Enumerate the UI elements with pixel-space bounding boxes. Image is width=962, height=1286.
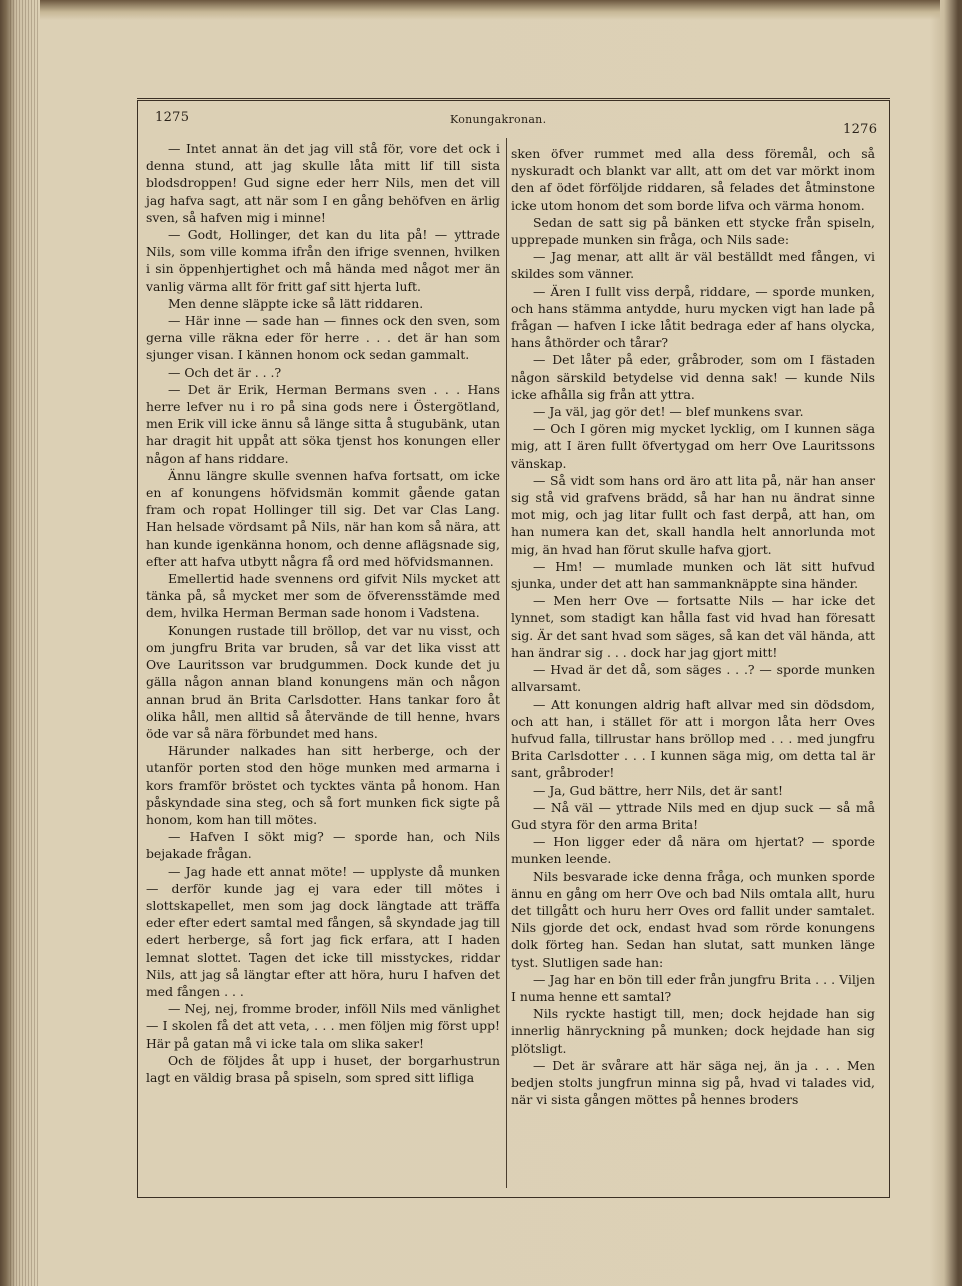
- paragraph: — Godt, Hollinger, det kan du lita på! — yttrade Nils, som ville komma ifrån den ifrige svennen, hvilken i sin öppenhjertighet och må hända med något mer än vanlig värma allt för fritt gaf sitt hjerta luft.: [146, 227, 500, 294]
- header-rule: [137, 98, 890, 99]
- paragraph: Konungen rustade till bröllop, det var nu visst, och om jungfru Brita var bruden, så var det lika visst att Ove Lauritsson var brudgummen. Dock kunde det ju gälla någon annan bland konungens män och någon annan brud än Brita Carlsdotter. Hans tankar foro åt olika håll, men alltid så återvände de till henne, hvars öde var så nära förbundet med hans.: [146, 622, 500, 741]
- paragraph: — Ären I fullt viss derpå, riddare, — sporde munken, och hans stämma antydde, huru mycken vigt han lade på frågan — hafven I icke låtit bedraga eder af hans olycka, hans åthörder och tårar?: [511, 283, 875, 351]
- paragraph: — Jag har en bön till eder från jungfru Brita . . . Viljen I numa henne ett samtal?: [511, 971, 875, 1004]
- running-title: Konungakronan.: [450, 113, 547, 126]
- paragraph: — Men herr Ove — fortsatte Nils — har icke det lynnet, som stadigt kan hålla fast vid hvad han föresatt sig. Är det sant hvad som säges, så kan det väl hända, att han ändrar sig . . . dock har jag gjort mitt!: [511, 593, 875, 660]
- paragraph: — Hm! — mumlade munken och lät sitt hufvud sjunka, under det att han sammanknäppte sina händer.: [511, 558, 875, 592]
- paragraph: Nils besvarade icke denna fråga, och munken sporde ännu en gång om herr Ove och bad Nils omtala allt, huru det tillgått och huru herr Oves ord fallit under samtalet. Nils gjorde det ock, endast hvad som rörde konungens dolk förteg han. Sedan han slutat, satt munken länge tyst. Slutligen sade han:: [511, 868, 875, 970]
- paragraph: — Det är Erik, Herman Bermans sven . . . Hans herre lefver nu i ro på sina gods nere i Östergötland, men Erik vill icke ännu så länge sitta å stugubänk, utan har dragit hit uppåt att söka tjenst hos konungen eller någon af hans riddare.: [146, 381, 500, 466]
- paragraph: — Jag hade ett annat möte! — upplyste då munken — derför kunde jag ej vara eder till mötes i slottskapellet, men som jag dock längtade att träffa eder efter edert samtal med fången, så skyndade jag till edert herberge, så fort jag fick erfara, att I haden lemnat slottet. Tagen det icke till misstyckes, riddar Nils, att jag så längtar efter att höra, huru I hafven det med fången . . .: [146, 863, 500, 999]
- paragraph: — Och I gören mig mycket lycklig, om I kunnen säga mig, att I ären fullt öfvertygad om herr Ove Lauritssons vänskap.: [511, 421, 875, 471]
- paragraph: Men denne släppte icke så lätt riddaren.: [168, 295, 424, 311]
- paragraph: Ännu längre skulle svennen hafva fortsatt, om icke en af konungens höfvidsmän kommit gående gatan fram och ropat Hollinger till sig. Det var Clas Lang. Han helsade vördsamt på Nils, när han kom så nära, att han kunde igenkänna honom, och denne aflägsnade sig, efter att hafva utbytt några få ord med höfvidsmannen.: [146, 467, 500, 569]
- paragraph: — Ja väl, jag gör det! — blef munkens svar.: [533, 404, 804, 420]
- paragraph: — Nej, nej, fromme broder, inföll Nils med vänlighet — I skolen få det att veta, . . . men följen mig först upp! Här på gatan må vi icke tala om slika saker!: [146, 1001, 500, 1051]
- paragraph: Emellertid hade svennens ord gifvit Nils mycket att tänka på, så mycket mer som de öfverensstämde med dem, hvilka Herman Berman sade honom i Vadstena.: [146, 571, 500, 621]
- paragraph: Sedan de satt sig på bänken ett stycke från spiseln, upprepade munken sin fråga, och Nils sade:: [511, 214, 875, 248]
- paragraph: — Nå väl — yttrade Nils med en djup suck — så må Gud styra för den arma Brita!: [511, 799, 875, 832]
- paragraph: — Så vidt som hans ord äro att lita på, när han anser sig stå vid grafvens brädd, så har han nu ändrat sinne mot mig, och jag litar fullt och fast derpå, att han, om han numera kan det, skall handla helt annorlunda mot mig, än hvad han förut skulle hafva gjort.: [511, 472, 875, 557]
- paragraph: — Intet annat än det jag vill stå för, vore det ock i denna stund, att jag skulle låta mitt lif till sista blodsdroppen! Gud signe eder herr Nils, men det vill jag hafva sagt, att när som I en gång behöfven en ärlig sven, så hafven mig i minne!: [146, 141, 500, 225]
- paragraph: Härunder nalkades han sitt herberge, och der utanför porten stod den höge munken med armarna i kors framför bröstet och tycktes vänta på honom. Han påskyndade sina steg, och så fort munken fick sigte på honom, kom han till mötes.: [146, 743, 500, 827]
- paragraph: — Det låter på eder, gråbroder, som om I fästaden någon särskild betydelse vid denna sak! — kunde Nils icke afhålla sig från att yttra.: [511, 352, 875, 402]
- paragraph: — Att konungen aldrig haft allvar med sin dödsdom, och att han, i stället för att i morgon låta herr Oves hufvud falla, tillrustar hans bröllop med . . . med jungfru Brita Carlsdotter . . . I kunnen säga mig, om detta tal är sant, gråbroder!: [511, 696, 875, 781]
- paragraph: Nils ryckte hastigt till, men; dock hejdade han sig innerlig hänryckning på munken; dock hejdade han sig plötsligt.: [511, 1006, 875, 1056]
- paragraph: sken öfver rummet med alla dess föremål, och så nyskuradt och blankt var allt, att om det var mörkt inom den af ödet förföljde riddaren, så felades det åtminstone icke utom honom det som borde lifva och värma honom.: [511, 146, 875, 213]
- paragraph: — Hafven I sökt mig? — sporde han, och Nils bejakade frågan.: [146, 829, 500, 862]
- page-top-edge: [40, 0, 940, 20]
- column-divider: [506, 138, 507, 1188]
- page-number-left: 1275: [155, 110, 190, 125]
- paragraph: — Ja, Gud bättre, herr Nils, det är sant!: [533, 782, 783, 798]
- paragraph: Och de följdes åt upp i huset, der borgarhustrun lagt en väldig brasa på spiseln, som spred sitt lifliga: [146, 1052, 500, 1085]
- paragraph: — Och det är . . .?: [168, 364, 282, 380]
- page-number-right: 1276: [843, 122, 878, 137]
- paragraph: — Jag menar, att allt är väl beställdt med fången, vi skildes som vänner.: [511, 249, 875, 282]
- paragraph: — Hon ligger eder då nära om hjertat? — sporde munken leende.: [511, 834, 875, 867]
- paragraph: — Det är svårare att här säga nej, än ja . . . Men bedjen stolts jungfrun minna sig på, hvad vi talades vid, när vi sista gången möttes på hennes brodеrs: [511, 1057, 875, 1108]
- paragraph: — Hvad är det då, som säges . . .? — sporde munken allvarsamt.: [511, 662, 875, 695]
- book-spine-edge: [10, 0, 40, 1286]
- left-column: [146, 140, 500, 1086]
- right-column: [511, 145, 875, 1108]
- paragraph: — Här inne — sade han — finnes ock den sven, som gerna ville räkna eder för herre . . . det är han som sjunger visan. I kännen honom ock sedan gammalt.: [146, 313, 500, 363]
